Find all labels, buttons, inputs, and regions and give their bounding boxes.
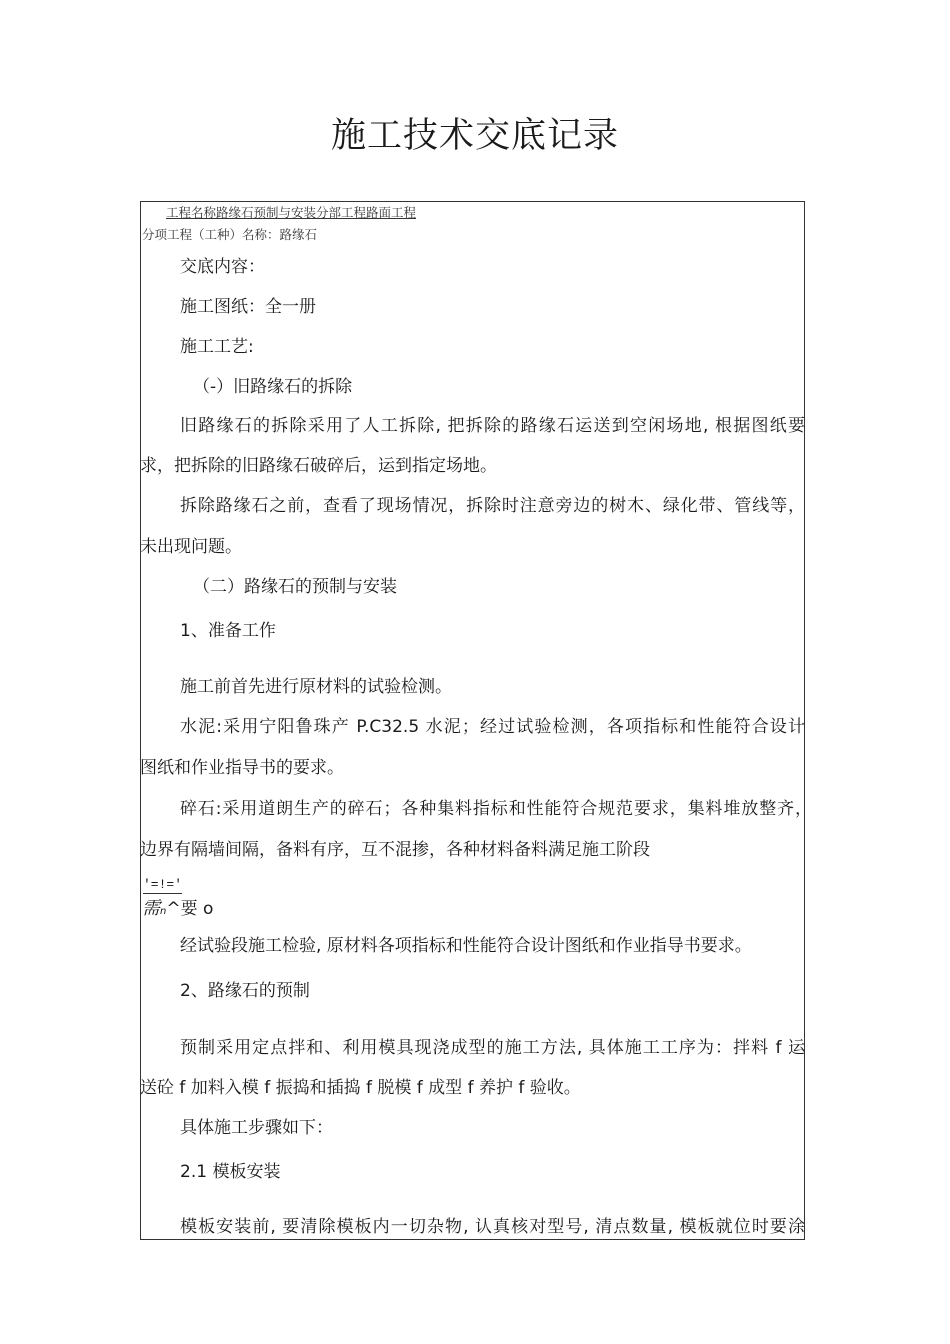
- paragraph-inspection-1: 拆除路缘石之前，查看了现场情况，拆除时注意旁边的树木、绿化带、管线等，: [180, 496, 805, 516]
- paragraph-removal-1: 旧路缘石的拆除采用了人工拆除, 把拆除的路缘石运送到空闲场地, 根据图纸要: [180, 416, 805, 436]
- section-2-heading: （二）路缘石的预制与安装: [193, 577, 397, 597]
- paragraph-procedure-1: 预制采用定点拌和、利用模具现浇成型的施工方法, 具体施工工序为：拌料 f 运: [180, 1038, 805, 1058]
- paragraph-procedure-2: 送砼 f 加料入模 f 振捣和插捣 f 脱模 f 成型 f 养护 f 验收。: [140, 1078, 581, 1098]
- paragraph-inspection-2: 未出现问题。: [140, 537, 242, 557]
- drawings-line: 施工图纸：全一册: [180, 297, 316, 317]
- ocr-artifact-line: [142, 899, 213, 922]
- steps-intro: 具体施工步骤如下：: [180, 1118, 333, 1138]
- process-heading: 施工工艺:: [180, 337, 254, 357]
- subsection-prefabrication: 2、路缘石的预制: [180, 981, 310, 1001]
- paragraph-cement-2: 图纸和作业指导书的要求。: [140, 758, 344, 778]
- paragraph-gravel-2: 边界有隔墙间隔，备料有序，互不混掺，各种材料备料满足施工阶段: [140, 840, 650, 860]
- content-heading: 交底内容：: [180, 257, 265, 277]
- section-1-heading: （-）旧路缘石的拆除: [193, 377, 353, 397]
- paragraph-gravel-1: 碎石:采用道朗生产的碎石；各种集料指标和性能符合规范要求，集料堆放整齐，: [180, 799, 812, 819]
- paragraph-testing: 施工前首先进行原材料的试验检测。: [180, 677, 452, 697]
- paragraph-removal-2: 求，把拆除的旧路缘石破碎后，运到指定场地。: [140, 456, 497, 476]
- paragraph-formwork-1: 模板安装前, 要清除模板内一切杂物, 认真核对型号, 清点数量, 模板就位时要涂: [180, 1217, 805, 1237]
- subsection-preparation: 1、准备工作: [180, 621, 276, 641]
- paragraph-verification: 经试验段施工检验, 原材料各项指标和性能符合设计图纸和作业指导书要求。: [180, 936, 752, 956]
- subsection-formwork: 2.1 模板安装: [180, 1162, 281, 1182]
- ocr-artifact-need: 需: [142, 898, 160, 919]
- ocr-artifact-n: n: [160, 906, 167, 917]
- paragraph-cement-1: 水泥:采用宁阳鲁珠产 P.C32.5 水泥；经过试验检测，各项指标和性能符合设计: [180, 717, 805, 737]
- project-name-line: 工程名称路缘石预制与安装分部工程路面工程: [166, 205, 417, 220]
- ocr-artifact-marks: '=!=': [143, 877, 183, 892]
- page-title: 施工技术交底记录: [330, 116, 619, 156]
- subproject-name-line: 分项工程（工种）名称：路缘石: [142, 227, 318, 242]
- ocr-artifact-rest: ^要 o: [166, 899, 214, 919]
